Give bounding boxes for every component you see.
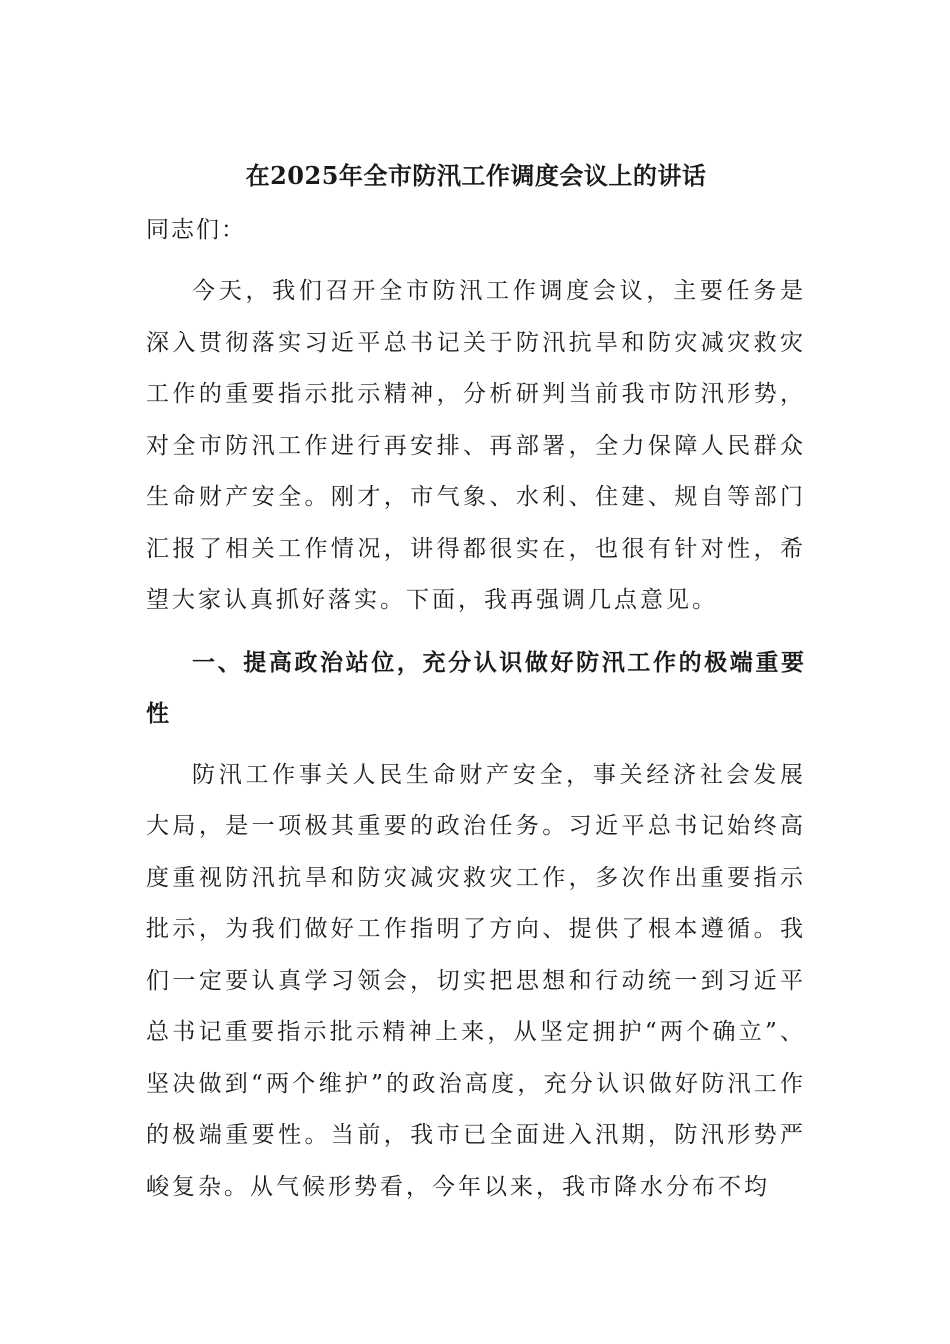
salutation: 同志们：: [146, 217, 246, 243]
opening-paragraph: 今天，我们召开全市防汛工作调度会议，主要任务是深入贯彻落实习近平总书记关于防汛抗旱和防灾减灾救灾工作的重要指示批示精神，分析研判当前我市防汛形势，对全市防汛工作进行再安排、再部署，全力保障人民群众生命财产安全。刚才，市气象、水利、住建、规自等部门汇报了相关工作情况，讲得都很实在，也很有针对性，希望大家认真抓好落实。下面，我再强调几点意见。: [146, 278, 806, 613]
document-title: 在2025年全市防汛工作调度会议上的讲话: [245, 161, 707, 190]
section-heading-1: 一、提高政治站位，充分认识做好防汛工作的极端重要性: [146, 648, 806, 727]
document-page: [146, 150, 806, 1223]
section-1-paragraph: 防汛工作事关人民生命财产安全，事关经济社会发展大局，是一项极其重要的政治任务。习近平总书记始终高度重视防汛抗旱和防灾减灾救灾工作，多次作出重要指示批示，为我们做好工作指明了方向、提供了根本遵循。我们一定要认真学习领会，切实把思想和行动统一到习近平总书记重要指示批示精神上来，从坚定拥护“两个确立”、坚决做到“两个维护”的政治高度，充分认识做好防汛工作的极端重要性。当前，我市已全面进入汛期，防汛形势严峻复杂。从气候形势看，今年以来，我市降水分布不均: [146, 761, 806, 1200]
